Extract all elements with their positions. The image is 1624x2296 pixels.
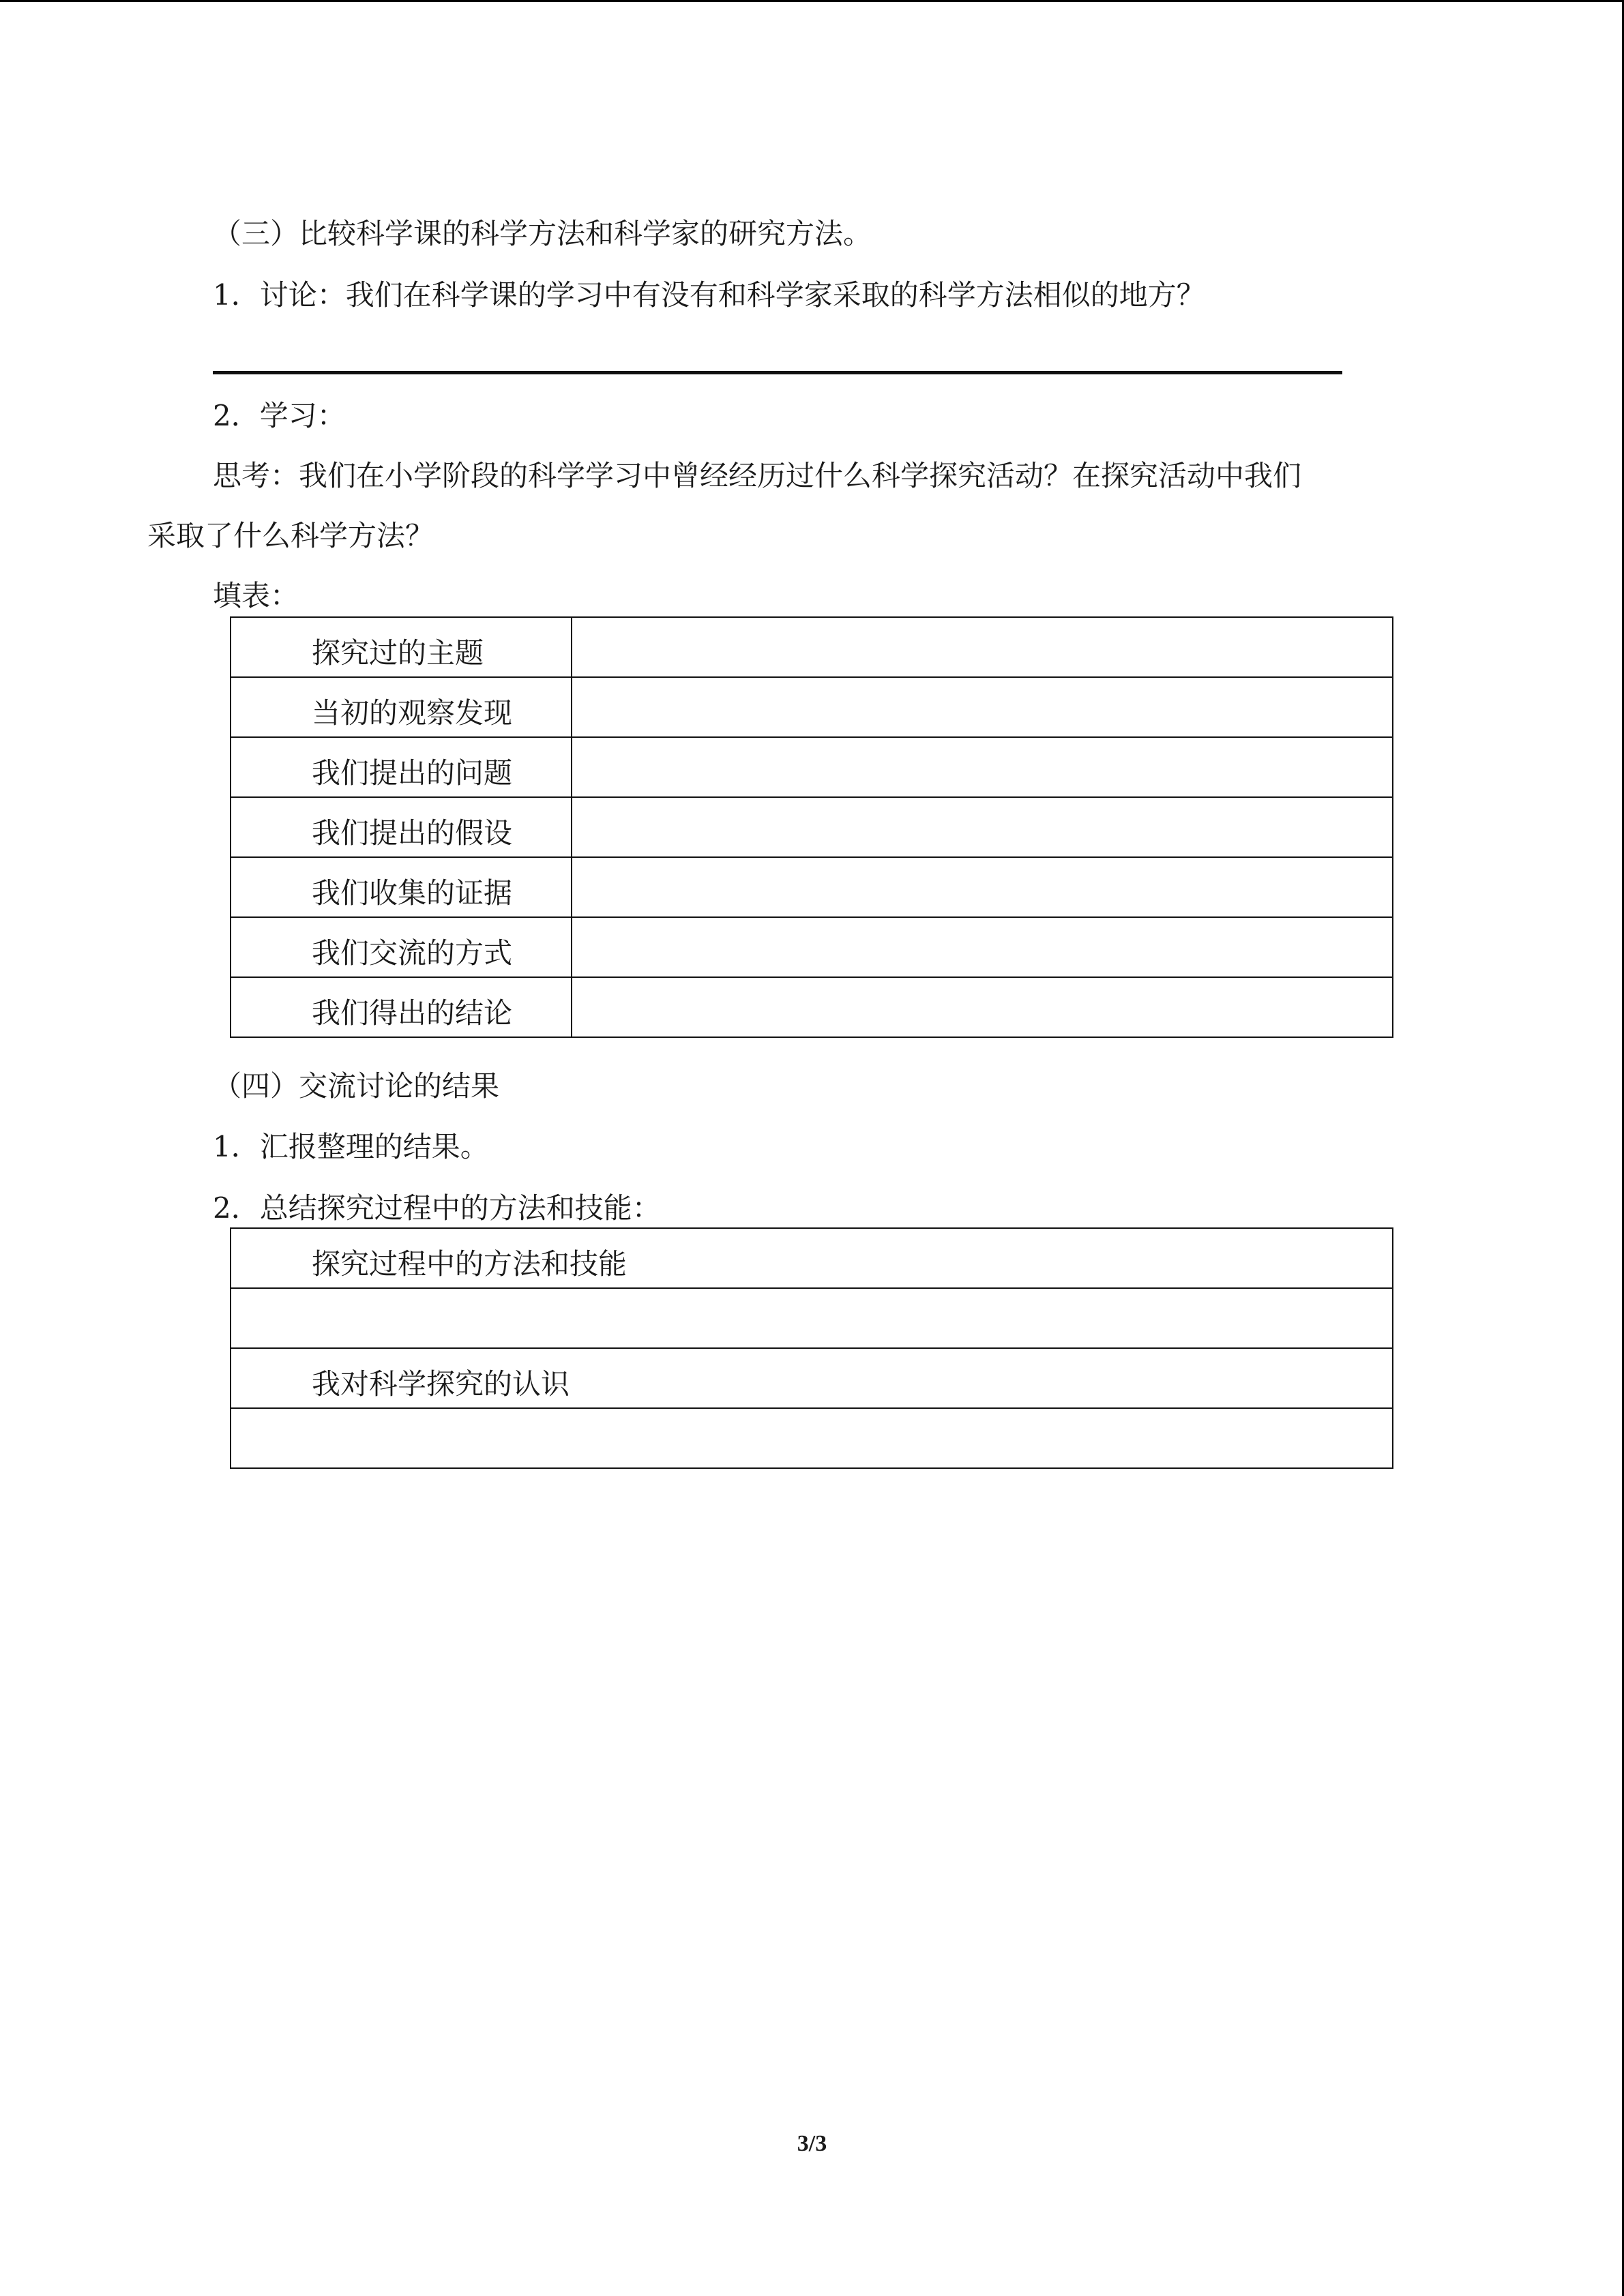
row-label-cell	[231, 857, 572, 917]
table-row	[231, 1348, 1393, 1408]
table-row	[231, 1228, 1393, 1288]
inquiry-fill-table	[230, 616, 1393, 1038]
row-label: 我们得出的结论	[312, 996, 513, 1030]
summary-item: 2．总结探究过程中的方法和技能：	[213, 1191, 661, 1225]
row-label-cell	[231, 617, 572, 677]
inquiry-understanding-label: 我对科学探究的认识	[312, 1367, 570, 1401]
page-top-border	[0, 0, 1624, 2]
section3-heading: （三）比较科学课的科学方法和科学家的研究方法。	[213, 217, 872, 250]
summary-table	[230, 1227, 1393, 1469]
answer-cell[interactable]	[572, 857, 1393, 917]
section4-heading: （四）交流讨论的结果	[213, 1069, 500, 1103]
row-label-cell	[231, 737, 572, 797]
page-number: 3/3	[797, 2131, 827, 2156]
fill-table-label: 填表：	[213, 579, 299, 612]
row-label: 探究过的主题	[312, 636, 484, 670]
row-label-cell	[231, 797, 572, 857]
row-label-cell	[231, 677, 572, 737]
table-row	[231, 617, 1393, 677]
discussion-question: 1．讨论：我们在科学课的学习中有没有和科学家采取的科学方法相似的地方？	[213, 278, 1205, 312]
row-label: 我们收集的证据	[312, 876, 513, 910]
table-row	[231, 1288, 1393, 1348]
row-label-cell	[231, 977, 572, 1037]
methods-skills-label: 探究过程中的方法和技能	[312, 1247, 628, 1281]
answer-line[interactable]	[213, 371, 1342, 374]
table-row	[231, 857, 1393, 917]
table-row	[231, 677, 1393, 737]
row-label: 当初的观察发现	[312, 696, 513, 730]
row-label: 我们提出的问题	[312, 756, 513, 790]
row-label-cell	[231, 917, 572, 977]
inquiry-understanding-answer-cell[interactable]	[231, 1408, 1393, 1468]
table-row	[231, 797, 1393, 857]
inquiry-understanding-label-cell	[231, 1348, 1393, 1408]
think-prompt-line2: 采取了什么科学方法？	[147, 519, 434, 552]
row-label: 我们交流的方式	[312, 936, 513, 970]
row-label: 我们提出的假设	[312, 816, 513, 850]
methods-skills-answer-cell[interactable]	[231, 1288, 1393, 1348]
answer-cell[interactable]	[572, 617, 1393, 677]
methods-skills-label-cell	[231, 1228, 1393, 1288]
report-item: 1．汇报整理的结果。	[213, 1130, 489, 1163]
answer-cell[interactable]	[572, 977, 1393, 1037]
table-row	[231, 737, 1393, 797]
table-row	[231, 1408, 1393, 1468]
answer-cell[interactable]	[572, 737, 1393, 797]
answer-cell[interactable]	[572, 797, 1393, 857]
table-row	[231, 917, 1393, 977]
think-prompt-line1: 思考：我们在小学阶段的科学学习中曾经经历过什么科学探究活动？在探究活动中我们	[213, 459, 1302, 492]
table-row	[231, 977, 1393, 1037]
answer-cell[interactable]	[572, 917, 1393, 977]
answer-cell[interactable]	[572, 677, 1393, 737]
study-label: 2．学习：	[213, 399, 346, 432]
